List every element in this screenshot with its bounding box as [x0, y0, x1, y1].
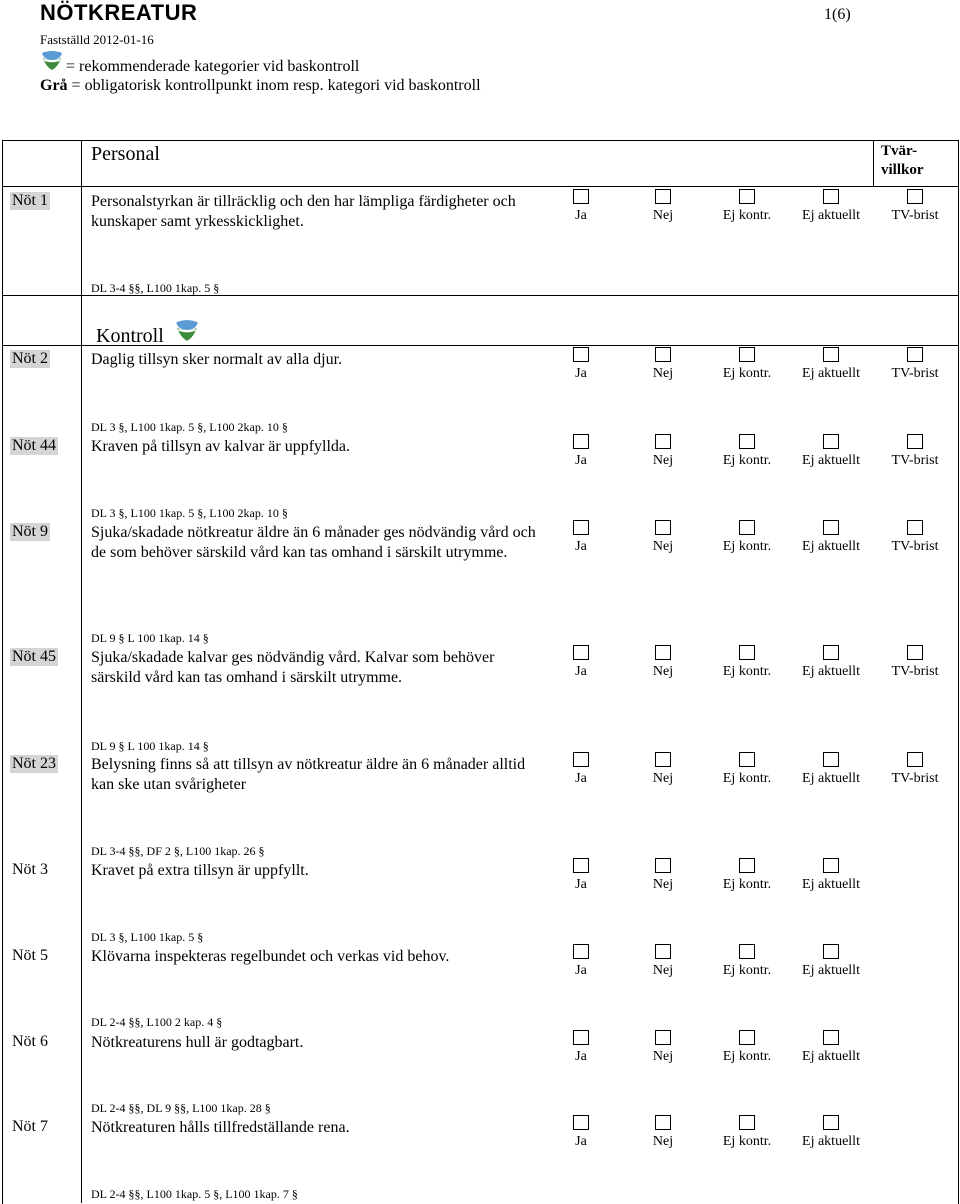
option-label-nej: Nej	[652, 539, 674, 554]
option-label-ej-aktuellt: Ej aktuellt	[802, 664, 860, 679]
option-tv-brist[interactable]	[865, 347, 960, 382]
checkbox-ej-kontr[interactable]	[739, 1030, 755, 1045]
option-label-ja: Ja	[575, 771, 587, 786]
option-label-ej-aktuellt: Ej aktuellt	[802, 1134, 860, 1149]
option-label-ej-aktuellt: Ej aktuellt	[802, 539, 860, 554]
row-legal-reference: DL 3-4 §§, L100 1kap. 5 §	[91, 281, 220, 295]
row-code: Nöt 6	[12, 1033, 48, 1050]
option-label-ja: Ja	[575, 366, 587, 381]
option-ej-aktuellt[interactable]	[781, 944, 881, 979]
checkbox-nej[interactable]	[655, 645, 671, 660]
row-code: Nöt 3	[12, 861, 48, 878]
option-label-ej-kontr: Ej kontr.	[722, 1134, 772, 1149]
checkbox-nej[interactable]	[655, 1115, 671, 1130]
checkbox-tv-brist[interactable]	[907, 752, 923, 767]
checkbox-ej-kontr[interactable]	[739, 944, 755, 959]
checkbox-ej-aktuellt[interactable]	[823, 1115, 839, 1130]
checkbox-ej-kontr[interactable]	[739, 858, 755, 873]
row-question: Belysning finns så att tillsyn av nötkreatur äldre än 6 månader alltid kan ske utan svårigheter	[91, 756, 526, 793]
option-label-ej-kontr: Ej kontr.	[722, 539, 772, 554]
legend-gray	[40, 77, 481, 95]
row-question: Personalstyrkan är tillräcklig och den har lämpliga färdigheter och kunskaper samt yrkesskicklighet.	[91, 193, 516, 230]
row-legal-reference: DL 9 § L 100 1kap. 14 §	[91, 631, 209, 645]
recommended-shield-icon	[40, 50, 64, 72]
option-label-ja: Ja	[575, 1049, 587, 1064]
checkbox-nej[interactable]	[655, 189, 671, 204]
checkbox-ja[interactable]	[573, 752, 589, 767]
checkbox-ja[interactable]	[573, 189, 589, 204]
option-label-tv-brist: TV-brist	[891, 771, 939, 786]
option-label-ej-aktuellt: Ej aktuellt	[802, 366, 860, 381]
option-tv-brist[interactable]	[865, 520, 960, 555]
checkbox-ja[interactable]	[573, 434, 589, 449]
option-label-nej: Nej	[652, 208, 674, 223]
checkbox-tv-brist[interactable]	[907, 189, 923, 204]
checkbox-ja[interactable]	[573, 858, 589, 873]
checkbox-nej[interactable]	[655, 347, 671, 362]
row-legal-reference: DL 2-4 §§, DL 9 §§, L100 1kap. 28 §	[91, 1101, 271, 1115]
option-tv-brist[interactable]	[865, 189, 960, 224]
option-label-ja: Ja	[575, 539, 587, 554]
tv-column-divider	[873, 140, 874, 186]
checkbox-tv-brist[interactable]	[907, 434, 923, 449]
row-code: Nöt 7	[12, 1118, 48, 1135]
row-code: Nöt 2	[12, 350, 48, 367]
checkbox-ej-aktuellt[interactable]	[823, 520, 839, 535]
page-title: NÖTKREATUR	[40, 0, 198, 25]
legend-recommended-text: = rekommenderade kategorier vid baskontroll	[66, 58, 360, 75]
option-tv-brist[interactable]	[865, 752, 960, 787]
row-code: Nöt 23	[12, 755, 56, 772]
checkbox-ej-aktuellt[interactable]	[823, 752, 839, 767]
option-label-ej-aktuellt: Ej aktuellt	[802, 771, 860, 786]
row-question: Klövarna inspekteras regelbundet och verkas vid behov.	[91, 948, 450, 965]
checkbox-ej-kontr[interactable]	[739, 189, 755, 204]
option-label-nej: Nej	[652, 453, 674, 468]
option-label-ej-kontr: Ej kontr.	[722, 664, 772, 679]
row-legal-reference: DL 3 §, L100 1kap. 5 §	[91, 930, 204, 944]
row-legal-reference: DL 2-4 §§, L100 1kap. 5 §, L100 1kap. 7 §	[91, 1187, 298, 1201]
checkbox-ej-aktuellt[interactable]	[823, 347, 839, 362]
row-legal-reference: DL 3 §, L100 1kap. 5 §, L100 2kap. 10 §	[91, 506, 288, 520]
checkbox-tv-brist[interactable]	[907, 645, 923, 660]
option-label-tv-brist: TV-brist	[891, 664, 939, 679]
option-ej-aktuellt[interactable]	[781, 858, 881, 893]
kontroll-shield-icon	[174, 319, 200, 343]
option-label-nej: Nej	[652, 877, 674, 892]
checkbox-ja[interactable]	[573, 1115, 589, 1130]
option-tv-brist[interactable]	[865, 645, 960, 680]
row-question: Kraven på tillsyn av kalvar är uppfyllda.	[91, 438, 351, 455]
option-label-tv-brist: TV-brist	[891, 366, 939, 381]
row-question: Sjuka/skadade kalvar ges nödvändig vård. Kalvar som behöver särskild vård kan tas omhand i särskilt utrymme.	[91, 649, 495, 686]
option-label-nej: Nej	[652, 1134, 674, 1149]
checkbox-ej-kontr[interactable]	[739, 752, 755, 767]
option-label-nej: Nej	[652, 1049, 674, 1064]
checkbox-ej-kontr[interactable]	[739, 347, 755, 362]
section-heading: Personal	[91, 143, 160, 165]
option-label-tv-brist: TV-brist	[891, 539, 939, 554]
option-label-ja: Ja	[575, 1134, 587, 1149]
row-question: Nötkreaturen hålls tillfredställande rena.	[91, 1119, 350, 1136]
option-label-ej-kontr: Ej kontr.	[722, 963, 772, 978]
row-code: Nöt 44	[12, 437, 56, 454]
tvarvillkor-heading: Tvär- villkor	[881, 143, 924, 178]
option-label-tv-brist: TV-brist	[891, 208, 939, 223]
checkbox-ja[interactable]	[573, 645, 589, 660]
checkbox-ja[interactable]	[573, 520, 589, 535]
row-question: Daglig tillsyn sker normalt av alla djur.	[91, 351, 343, 368]
option-label-ej-kontr: Ej kontr.	[722, 771, 772, 786]
option-ej-aktuellt[interactable]	[781, 1115, 881, 1150]
option-label-nej: Nej	[652, 664, 674, 679]
option-ej-aktuellt[interactable]	[781, 1030, 881, 1065]
checkbox-nej[interactable]	[655, 434, 671, 449]
checkbox-ja[interactable]	[573, 1030, 589, 1045]
option-label-tv-brist: TV-brist	[891, 453, 939, 468]
option-tv-brist[interactable]	[865, 434, 960, 469]
checkbox-ej-kontr[interactable]	[739, 434, 755, 449]
option-label-ej-kontr: Ej kontr.	[722, 877, 772, 892]
row-code: Nöt 5	[12, 947, 48, 964]
option-label-ja: Ja	[575, 453, 587, 468]
checkbox-nej[interactable]	[655, 944, 671, 959]
checkbox-nej[interactable]	[655, 1030, 671, 1045]
kontroll-label: Kontroll	[96, 325, 164, 348]
established-date: Fastställd 2012-01-16	[40, 32, 154, 47]
legend-gray-bold: Grå	[40, 77, 68, 94]
option-label-ja: Ja	[575, 877, 587, 892]
option-label-ej-aktuellt: Ej aktuellt	[802, 877, 860, 892]
header-divider	[2, 186, 958, 187]
row-question: Nötkreaturens hull är godtagbart.	[91, 1034, 304, 1051]
checkbox-ej-aktuellt[interactable]	[823, 944, 839, 959]
option-label-ej-kontr: Ej kontr.	[722, 453, 772, 468]
option-label-nej: Nej	[652, 366, 674, 381]
checkbox-ja[interactable]	[573, 347, 589, 362]
checkbox-ej-aktuellt[interactable]	[823, 434, 839, 449]
checkbox-ej-aktuellt[interactable]	[823, 645, 839, 660]
row-legal-reference: DL 3-4 §§, DF 2 §, L100 1kap. 26 §	[91, 844, 265, 858]
row-question: Sjuka/skadade nötkreatur äldre än 6 månader ges nödvändig vård och de som behöver särskild vård kan tas omhand i särskilt utrymme.	[91, 524, 536, 561]
option-label-ej-aktuellt: Ej aktuellt	[802, 1049, 860, 1064]
checkbox-ja[interactable]	[573, 944, 589, 959]
row-legal-reference: DL 2-4 §§, L100 2 kap. 4 §	[91, 1015, 223, 1029]
option-label-ej-aktuellt: Ej aktuellt	[802, 963, 860, 978]
checkbox-nej[interactable]	[655, 858, 671, 873]
checkbox-ej-kontr[interactable]	[739, 1115, 755, 1130]
checkbox-tv-brist[interactable]	[907, 520, 923, 535]
checkbox-nej[interactable]	[655, 752, 671, 767]
row-code: Nöt 9	[12, 523, 48, 540]
row-legal-reference: DL 9 § L 100 1kap. 14 §	[91, 739, 209, 753]
checkbox-ej-aktuellt[interactable]	[823, 858, 839, 873]
checkbox-tv-brist[interactable]	[907, 347, 923, 362]
option-label-ja: Ja	[575, 664, 587, 679]
row-code: Nöt 1	[12, 192, 48, 209]
legend-gray-text: = obligatorisk kontrollpunkt inom resp. kategori vid baskontroll	[71, 77, 481, 94]
page-number: 1(6)	[824, 6, 851, 23]
row-code: Nöt 45	[12, 648, 56, 665]
option-label-ej-kontr: Ej kontr.	[722, 366, 772, 381]
checkbox-ej-aktuellt[interactable]	[823, 189, 839, 204]
checkbox-nej[interactable]	[655, 520, 671, 535]
row-question: Kravet på extra tillsyn är uppfyllt.	[91, 862, 309, 879]
option-label-ej-kontr: Ej kontr.	[722, 208, 772, 223]
checkbox-ej-aktuellt[interactable]	[823, 1030, 839, 1045]
code-column-divider	[81, 140, 82, 1203]
option-label-nej: Nej	[652, 963, 674, 978]
option-label-ja: Ja	[575, 208, 587, 223]
option-label-ej-aktuellt: Ej aktuellt	[802, 208, 860, 223]
option-label-ja: Ja	[575, 963, 587, 978]
option-label-nej: Nej	[652, 771, 674, 786]
row-legal-reference: DL 3 §, L100 1kap. 5 §, L100 2kap. 10 §	[91, 420, 288, 434]
option-label-ej-kontr: Ej kontr.	[722, 1049, 772, 1064]
checkbox-ej-kontr[interactable]	[739, 645, 755, 660]
checkbox-ej-kontr[interactable]	[739, 520, 755, 535]
option-label-ej-aktuellt: Ej aktuellt	[802, 453, 860, 468]
